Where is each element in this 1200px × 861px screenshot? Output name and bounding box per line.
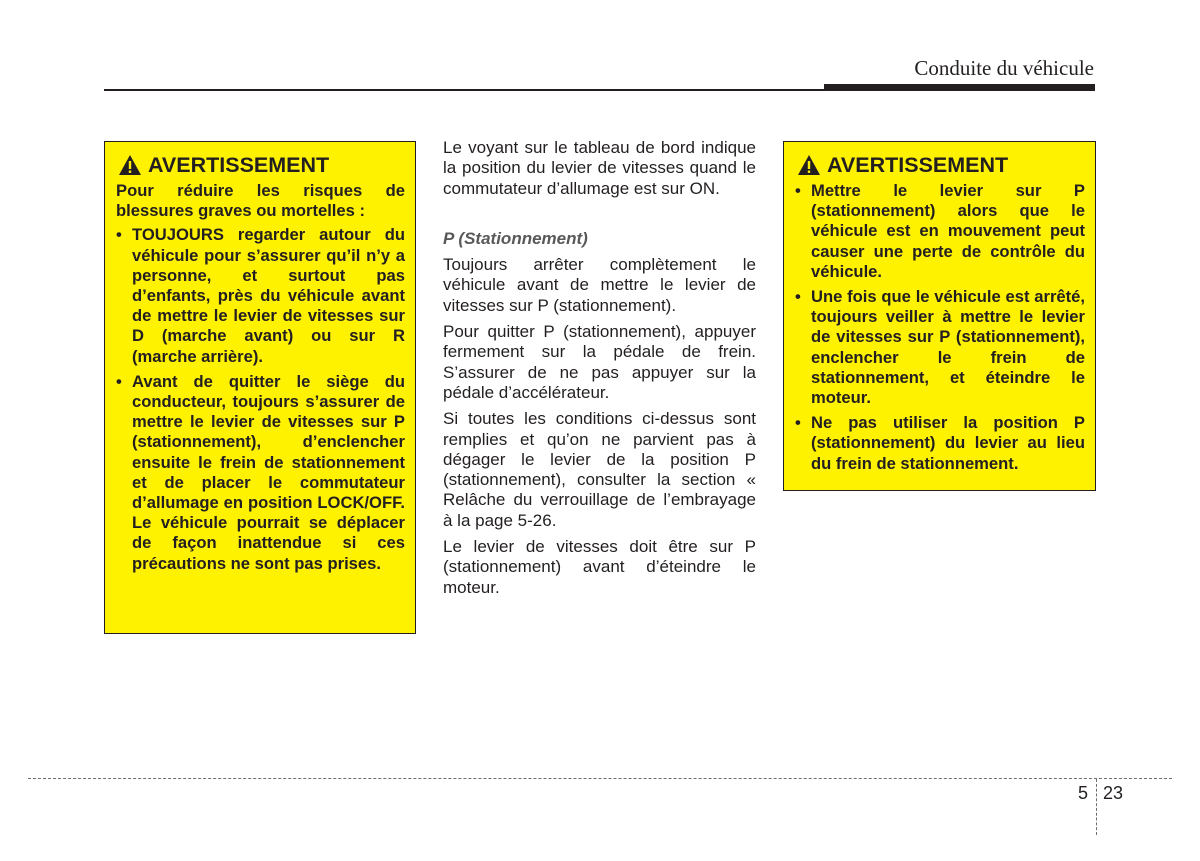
paragraph: Le voyant sur le tableau de bord indique la position du levier de vitesses quand le commutateur d’allumage est sur ON.: [443, 138, 756, 198]
warning-box-right: [783, 141, 1096, 491]
warning-heading: [795, 152, 1085, 178]
warning-triangle-icon: [797, 154, 821, 176]
warning-triangle-icon: [118, 154, 142, 176]
section-subheading: P (Stationnement): [443, 228, 588, 248]
warning-title: AVERTISSEMENT: [827, 153, 1009, 177]
warning-item: • Ne pas utiliser la position P (stationnement) du levier au lieu du frein de stationnement.: [795, 413, 1085, 474]
warning-list: [116, 225, 405, 573]
header-rule: [104, 89, 824, 91]
footer-rule: [28, 778, 1172, 779]
main-text-column: [443, 138, 756, 604]
warning-item: • TOUJOURS regarder autour du véhicule pour s’assurer qu’il n’y a personne, et surtout pas d’enfants, près du véhicule avant de mettre le levier de vitesses sur D (marche avant) ou sur R (marche arrière).: [116, 225, 405, 366]
paragraph: Pour quitter P (stationnement), appuyer fermement sur la pédale de frein. S’assurer de ne pas appuyer sur la pédale d’accélérateur.: [443, 322, 756, 402]
header-rule-accent: [824, 84, 1095, 91]
page-header-title: Conduite du véhicule: [914, 56, 1094, 80]
page-number: 23: [1103, 783, 1124, 803]
warning-intro: Pour réduire les risques de blessures graves ou mortelles :: [116, 181, 405, 221]
warning-item: • Avant de quitter le siège du conducteur, toujours s’assurer de mettre le levier de vitesses sur P (stationnement), d’enclencher ensuite le frein de stationnement et de placer le commutateur d’allumage en position LOCK/OFF. Le véhicule pourrait se déplacer de façon inattendue si ces précautions ne sont pas prises.: [116, 372, 405, 574]
warning-title: AVERTISSEMENT: [148, 153, 330, 177]
warning-item: • Mettre le levier sur P (stationnement) alors que le véhicule est en mouvement peut causer une perte de contrôle du véhicule.: [795, 181, 1085, 282]
chapter-number: 5: [1078, 783, 1089, 803]
warning-item: • Une fois que le véhicule est arrêté, toujours veiller à mettre le levier de vitesses sur P (stationnement), enclencher le frein de stationnement, et éteindre le moteur.: [795, 287, 1085, 408]
warning-list: [795, 181, 1085, 474]
warning-heading: [116, 152, 405, 178]
paragraph: Toujours arrêter complètement le véhicule avant de mettre le levier de vitesses sur P (stationnement).: [443, 255, 756, 315]
paragraph: Si toutes les conditions ci-dessus sont remplies et qu’on ne parvient pas à dégager le levier de la position P (stationnement), consulter la section « Relâche du verrouillage de l’embrayage à la page 5-26.: [443, 409, 756, 530]
paragraph: Le levier de vitesses doit être sur P (stationnement) avant d’éteindre le moteur.: [443, 537, 756, 597]
warning-box-left: [104, 141, 416, 634]
footer-divider: [1096, 779, 1097, 835]
